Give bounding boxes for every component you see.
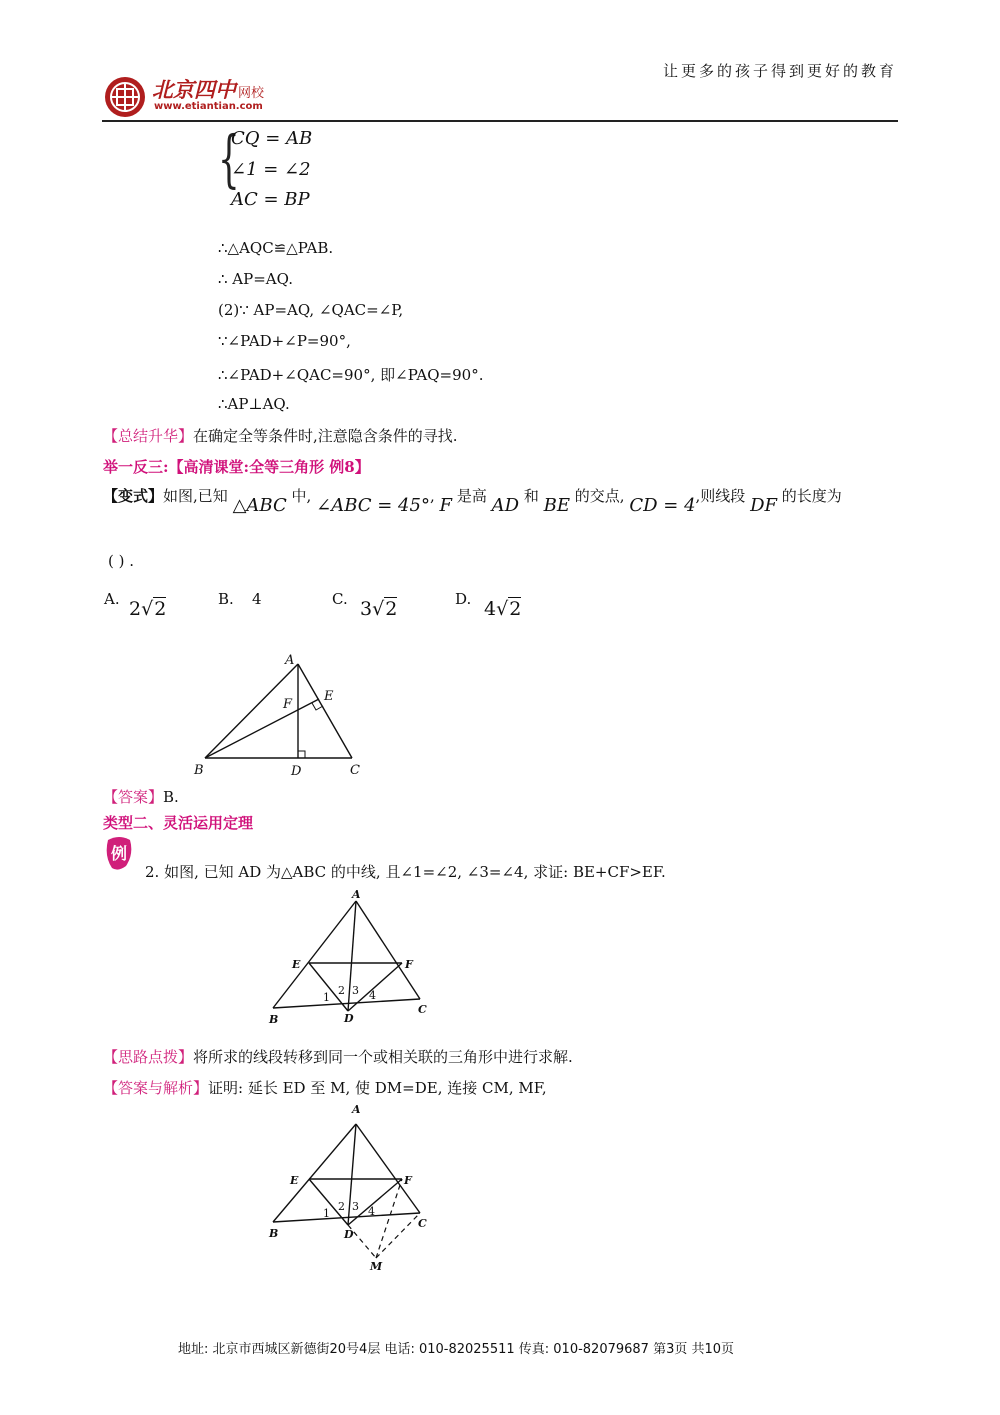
answer-label: 【答案】: [103, 788, 164, 806]
coef: 2: [129, 598, 142, 620]
example-badge-text: 例: [111, 844, 128, 863]
page-footer: 地址: 北京市西城区新德街20号4层 电话: 010-82025511 传真: 010-82079687 第3页 共10页: [178, 1342, 735, 1357]
fig1-label-a: A: [285, 653, 295, 668]
proof-line: ∴ AP=AQ.: [218, 270, 293, 288]
math-angle-abc: ∠ABC = 45°: [316, 495, 430, 516]
math-df: DF: [750, 495, 778, 516]
example-badge-icon: [104, 836, 134, 872]
fig2-label-e: E: [292, 958, 301, 971]
option-c-value: 3√2: [360, 598, 398, 620]
logo-name: [152, 74, 264, 104]
solution: [103, 1077, 547, 1098]
fig2-label-a: A: [352, 888, 361, 901]
logo-net: 网校: [238, 86, 265, 101]
fig1-label-b: B: [194, 763, 204, 778]
math-f: F: [439, 495, 453, 516]
option-a-value: 2√2: [129, 598, 167, 620]
fig3-label-d: D: [344, 1228, 354, 1241]
figure-triangle-abc: [185, 648, 375, 783]
practice-link[interactable]: 【高清课堂:全等三角形 例8】: [168, 458, 370, 476]
option-a-letter: A.: [104, 590, 120, 608]
fig3-angle-3: 3: [352, 1200, 359, 1213]
math-ad: AD: [491, 495, 520, 516]
proof-line: ∴△AQC≌△PAB.: [218, 239, 334, 257]
math-be: BE: [543, 495, 570, 516]
type2-title: 类型二、灵活运用定理: [103, 814, 254, 832]
option-d-value: 4√2: [484, 598, 522, 620]
radicand: 2: [154, 598, 167, 620]
header-slogan: 让更多的孩子得到更好的教育: [662, 62, 897, 80]
fig3-angle-4: 4: [368, 1205, 375, 1218]
fig3-label-c: C: [418, 1217, 427, 1230]
fig3-label-f: F: [404, 1174, 412, 1187]
option-b-value: 4: [252, 590, 262, 608]
summary-text: 在确定全等条件时,注意隐含条件的寻找.: [193, 427, 458, 445]
summary: [103, 425, 458, 446]
option-c-letter: C.: [332, 590, 348, 608]
fig2-label-f: F: [405, 958, 413, 971]
solution-label: 【答案与解析】: [103, 1079, 209, 1097]
variant-text: 中,: [291, 487, 312, 505]
fig3-label-m: M: [370, 1260, 383, 1273]
variant-label: 【变式】: [103, 487, 164, 505]
variant-text: 如图,已知: [163, 487, 228, 505]
fig1-label-f: F: [283, 697, 293, 712]
fig3-label-b: B: [269, 1227, 279, 1240]
fig3-label-e: E: [290, 1174, 299, 1187]
option-b-letter: B.: [218, 590, 234, 608]
fig2-label-d: D: [344, 1012, 354, 1025]
coef: 3: [360, 598, 373, 620]
fig1-label-c: C: [350, 763, 360, 778]
variant-text: ,: [429, 487, 435, 505]
figure-extended-ed: [262, 1100, 442, 1275]
fig3-angle-1: 1: [323, 1207, 330, 1220]
fig2-angle-4: 4: [369, 989, 376, 1002]
answer-blank: ( ) .: [108, 552, 135, 570]
variant-text: ,则线段: [695, 487, 746, 505]
fig2-angle-1: 1: [323, 991, 330, 1004]
answer: [103, 786, 179, 807]
fig2-label-c: C: [418, 1003, 427, 1016]
hint-text: 将所求的线段转移到同一个或相关联的三角形中进行求解.: [193, 1048, 573, 1066]
proof-line: ∵∠PAD+∠P=90°,: [218, 332, 351, 350]
fig2-label-b: B: [269, 1013, 279, 1026]
variant-text: 的交点,: [574, 487, 625, 505]
answer-text: B.: [163, 788, 179, 806]
logo-name-text: 北京四中: [152, 77, 236, 102]
fig2-angle-3: 3: [352, 984, 359, 997]
solution-text: 证明: 延长 ED 至 M, 使 DM=DE, 连接 CM, MF,: [208, 1079, 547, 1097]
math-cd: CD = 4: [629, 495, 696, 516]
logo-url: www.etiantian.com: [154, 101, 263, 112]
practice-heading: [103, 456, 370, 477]
variant-problem: [103, 485, 842, 516]
system-line-1: CQ = AB: [231, 128, 313, 149]
summary-label: 【总结升华】: [103, 427, 194, 445]
fig1-label-e: E: [324, 689, 334, 704]
variant-text: 是高: [456, 487, 487, 505]
fig1-label-d: D: [291, 764, 302, 779]
hint: [103, 1046, 573, 1067]
practice-title: 举一反三:: [103, 458, 169, 476]
math-triangle-abc: △ABC: [232, 495, 287, 516]
hint-label: 【思路点拨】: [103, 1048, 194, 1066]
proof-line: (2)∵ AP=AQ, ∠QAC=∠P,: [218, 301, 404, 319]
system-line-2: ∠1 = ∠2: [231, 159, 311, 180]
radicand: 2: [385, 598, 398, 620]
fig2-angle-2: 2: [338, 984, 345, 997]
figure-median-ad: [262, 886, 442, 1031]
variant-text: 的长度为: [781, 487, 842, 505]
system-brace: {: [218, 122, 240, 195]
option-d-letter: D.: [455, 590, 472, 608]
variant-text: 和: [523, 487, 539, 505]
proof-line: ∴∠PAD+∠QAC=90°, 即∠PAQ=90°.: [218, 366, 484, 384]
fig3-angle-2: 2: [338, 1200, 345, 1213]
system-line-3: AC = BP: [231, 189, 310, 210]
fig3-label-a: A: [352, 1103, 361, 1116]
proof-line: ∴AP⊥AQ.: [218, 395, 290, 413]
coef: 4: [484, 598, 497, 620]
radicand: 2: [509, 598, 522, 620]
example-text: 2. 如图, 已知 AD 为△ABC 的中线, 且∠1=∠2, ∠3=∠4, 求证: BE+CF>EF.: [145, 863, 666, 881]
